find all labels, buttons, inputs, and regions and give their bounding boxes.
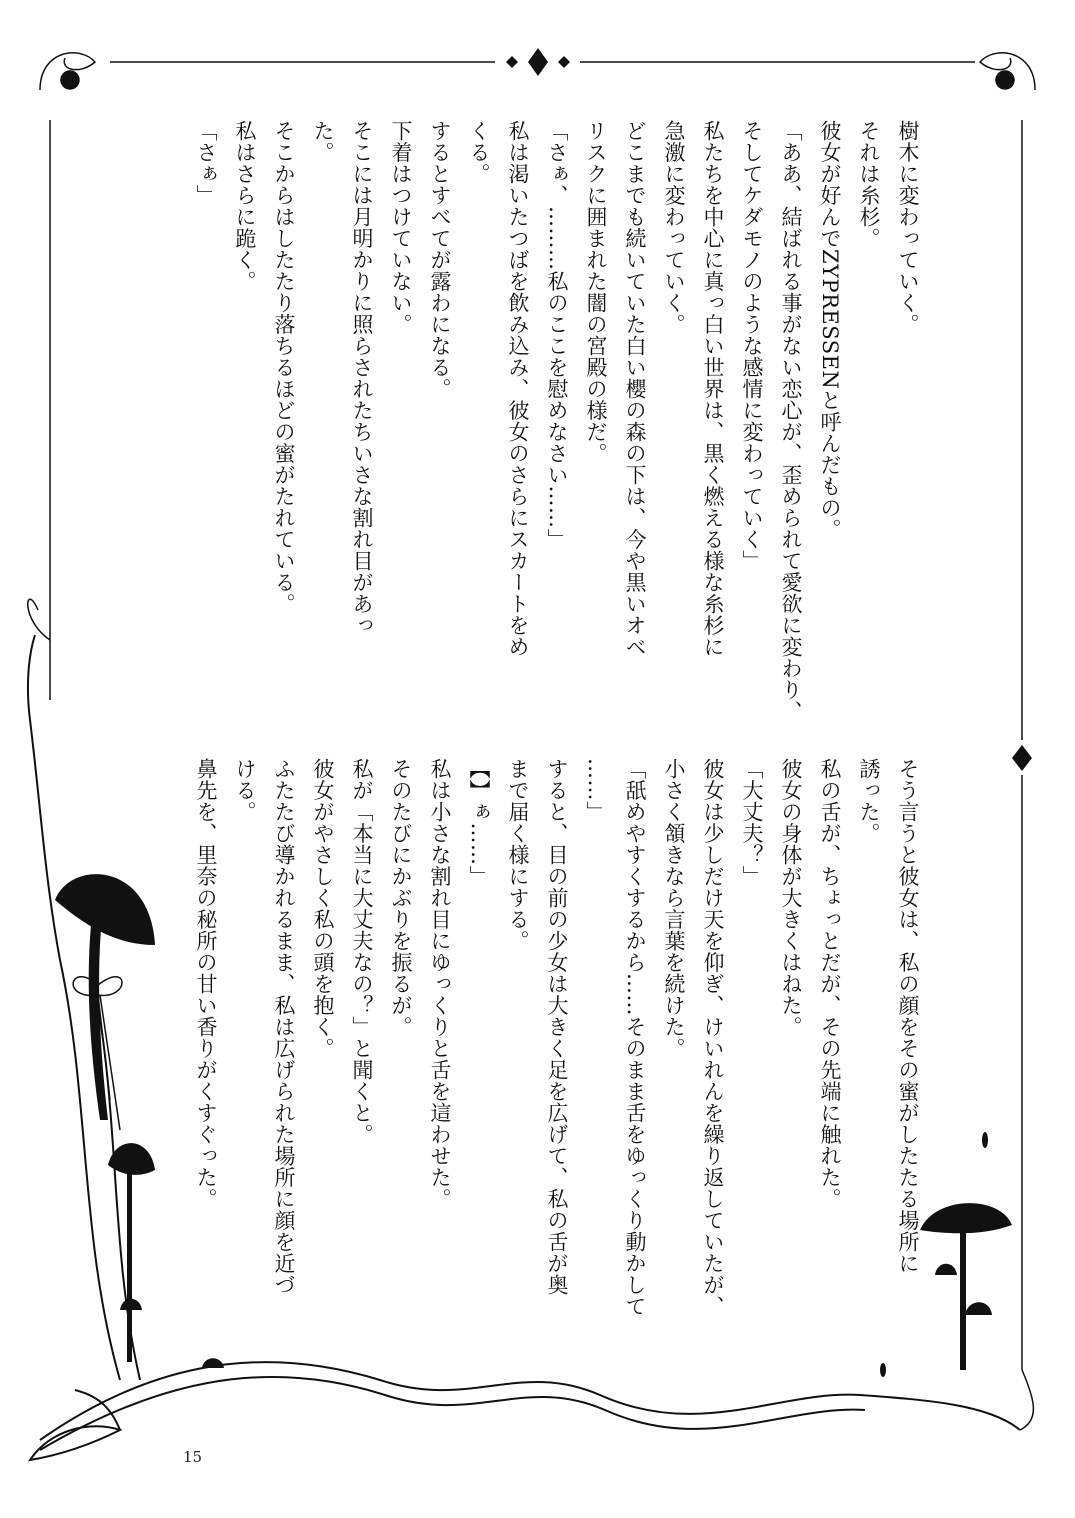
text-line: すると、目の前の少女は大きく足を広げて、私の舌が奥 xyxy=(545,758,569,1296)
text-line: 彼女が好んでZYPRESSENと呼んだもの。 xyxy=(818,120,842,540)
text-line: そのたびにかぶりを振るが。 xyxy=(389,758,413,1038)
text-line: そう言うと彼女は、私の顔をその蜜がしたたる場所に xyxy=(896,758,920,1274)
text-line: まで届く様にする。 xyxy=(506,758,530,952)
text-line: 私はさらに跪く。 xyxy=(233,120,257,292)
text-line: 下着はつけていない。 xyxy=(389,120,413,335)
text-line: そこからはしたたり落ちるほどの蜜がたれている。 xyxy=(272,120,296,615)
text-line: 私が「本当に大丈夫なの？」と聞くと。 xyxy=(350,758,374,1145)
text-line: くる。 xyxy=(467,120,491,185)
text-line: どこまでも続いていた白い櫻の森の下は、今や黒いオベ xyxy=(623,120,647,658)
text-line: 「大丈夫？」 xyxy=(740,758,764,887)
text-line: 彼女の身体が大きくはねた。 xyxy=(779,758,803,1038)
page-number: 15 xyxy=(183,1448,203,1466)
text-line: た。 xyxy=(311,120,335,163)
text-line: 「舐めやすくするから……そのまま舌をゆっくり動かして xyxy=(623,758,647,1317)
left-border xyxy=(28,120,50,700)
text-line: 【】ぁ……」 xyxy=(467,758,491,887)
right-diamond-icon xyxy=(1012,745,1032,771)
text-line: 樹木に変わっていく。 xyxy=(896,120,920,335)
text-line: 「さぁ、………私のここを慰めなさい……」 xyxy=(545,120,569,550)
text-line: 私たちを中心に真っ白い世界は、黒く燃える様な糸杉に xyxy=(701,120,725,658)
text-line: そしてケダモノのような感情に変わっていく」 xyxy=(740,120,764,572)
text-line: 「さぁ」 xyxy=(194,120,218,206)
text-line: リスクに囲まれた闇の宮殿の様だ。 xyxy=(584,120,608,464)
text-block-lower xyxy=(167,758,927,1358)
text-line: 誘った。 xyxy=(857,758,881,844)
text-line: 小さく頷きなら言葉を続けた。 xyxy=(662,758,686,1059)
text-line: 私は渇いたつばを飲み込み、彼女のさらにスカートをめ xyxy=(506,120,530,658)
text-line: 「ああ、結ばれる事がない恋心が、歪められて愛欲に変わり、 xyxy=(779,120,803,722)
right-border xyxy=(1020,120,1033,1430)
text-line: そこには月明かりに照らされたちいさな割れ目があっ xyxy=(350,120,374,636)
text-line: 鼻先を、里奈の秘所の甘い香りがくすぐった。 xyxy=(194,758,218,1210)
text-line: ける。 xyxy=(233,758,257,823)
text-line: 私は小さな割れ目にゆっくりと舌を這わせた。 xyxy=(428,758,452,1210)
top-diamond-icon xyxy=(528,48,548,76)
text-line: それは糸杉。 xyxy=(857,120,881,249)
text-line: ふたたび導かれるまま、私は広げられた場所に顔を近づ xyxy=(272,758,296,1296)
text-line: 彼女は少しだけ天を仰ぎ、けいれんを繰り返していたが、 xyxy=(701,758,725,1317)
text-line: するとすべてが露わになる。 xyxy=(428,120,452,400)
text-line: ……」 xyxy=(584,758,608,823)
text-line: 私の舌が、ちょっとだが、その先端に触れた。 xyxy=(818,758,842,1210)
text-line: 彼女がやさしく私の頭を抱く。 xyxy=(311,758,335,1059)
text-line: 急激に変わっていく。 xyxy=(662,120,686,335)
text-block-upper xyxy=(167,120,927,730)
